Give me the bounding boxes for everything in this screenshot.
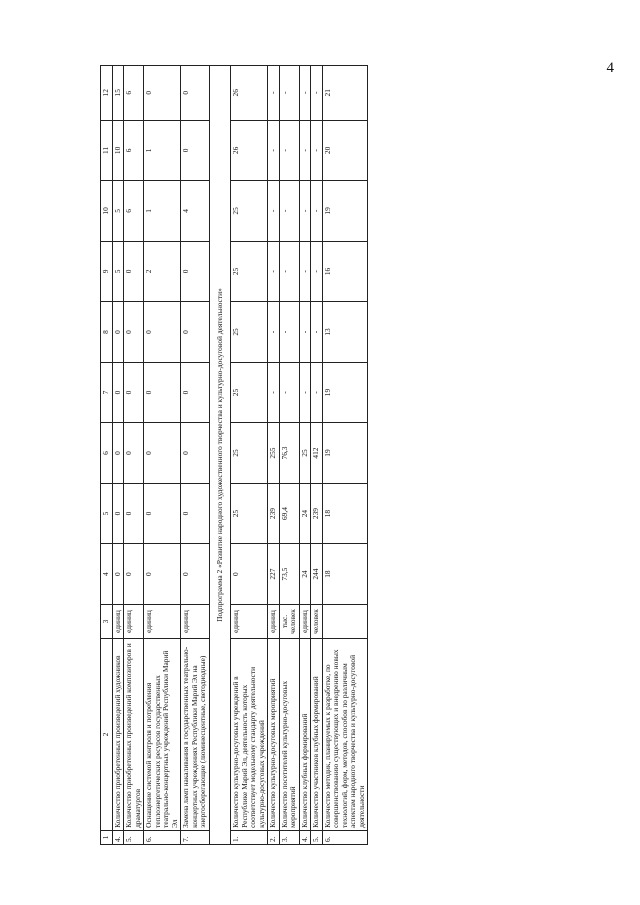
- value-cell: -: [279, 66, 299, 121]
- value-cell: -: [311, 66, 323, 121]
- value-cell: 4: [181, 181, 210, 242]
- value-cell: -: [299, 241, 311, 302]
- value-cell: -: [268, 302, 280, 363]
- value-cell: 6: [124, 181, 144, 242]
- value-cell: -: [279, 120, 299, 181]
- value-cell: 0: [112, 544, 124, 605]
- row-number-cell: 6.: [144, 830, 181, 844]
- indicator-name-cell: Количество участников клубных формирований: [311, 639, 323, 831]
- column-header: 7: [101, 362, 113, 423]
- value-cell: -: [268, 66, 280, 121]
- value-cell: 227: [268, 544, 280, 605]
- value-cell: -: [299, 362, 311, 423]
- value-cell: 24: [299, 483, 311, 544]
- indicator-name-cell: Количество приобретенных произведений художников: [112, 639, 124, 831]
- row-number-cell: 1.: [231, 830, 268, 844]
- value-cell: 5: [112, 241, 124, 302]
- column-header: 9: [101, 241, 113, 302]
- table-row: [279, 66, 299, 845]
- value-cell: 0: [181, 544, 210, 605]
- value-cell: -: [279, 362, 299, 423]
- value-cell: 19: [322, 181, 368, 242]
- row-number-cell: 7.: [181, 830, 210, 844]
- row-number-cell: 5.: [124, 830, 144, 844]
- table-row: [124, 66, 144, 845]
- value-cell: -: [311, 241, 323, 302]
- value-cell: 1: [144, 181, 181, 242]
- value-cell: 0: [181, 302, 210, 363]
- value-cell: 15: [112, 66, 124, 121]
- value-cell: 0: [124, 241, 144, 302]
- value-cell: -: [311, 181, 323, 242]
- value-cell: 255: [268, 423, 280, 484]
- row-number-cell: 2.: [268, 830, 280, 844]
- value-cell: 2: [144, 241, 181, 302]
- value-cell: 0: [124, 362, 144, 423]
- value-cell: 18: [322, 544, 368, 605]
- value-cell: 0: [144, 66, 181, 121]
- value-cell: 0: [124, 544, 144, 605]
- value-cell: 0: [144, 483, 181, 544]
- value-cell: 0: [144, 544, 181, 605]
- value-cell: 0: [181, 66, 210, 121]
- row-number-cell: 4.: [299, 830, 311, 844]
- value-cell: 6: [124, 120, 144, 181]
- value-cell: -: [311, 120, 323, 181]
- indicator-name-cell: Количество методик, планируемых к разработке, по совершенствованию существующих и внедрению новых технологий, форм, методов, способов по различным аспектам народного творчества и культурно-досуговой деятельности: [322, 639, 368, 831]
- row-number-cell: 3.: [279, 830, 299, 844]
- row-number-cell: 5.: [311, 830, 323, 844]
- value-cell: 18: [322, 483, 368, 544]
- value-cell: 6: [124, 66, 144, 121]
- table-row: [322, 66, 368, 845]
- value-cell: 0: [181, 120, 210, 181]
- value-cell: 73,5: [279, 544, 299, 605]
- value-cell: -: [268, 362, 280, 423]
- column-header: 5: [101, 483, 113, 544]
- table-row: [311, 66, 323, 845]
- value-cell: -: [311, 302, 323, 363]
- indicators-table: [100, 65, 368, 845]
- unit-cell: единиц: [268, 604, 280, 638]
- column-header: 10: [101, 181, 113, 242]
- value-cell: 0: [181, 423, 210, 484]
- value-cell: 0: [144, 362, 181, 423]
- value-cell: 0: [181, 362, 210, 423]
- value-cell: 26: [231, 66, 268, 121]
- value-cell: 0: [231, 544, 268, 605]
- value-cell: 25: [231, 302, 268, 363]
- value-cell: -: [279, 241, 299, 302]
- value-cell: 0: [112, 362, 124, 423]
- column-header: 11: [101, 120, 113, 181]
- row-number-cell: 6.: [322, 830, 368, 844]
- unit-cell: [322, 604, 368, 638]
- value-cell: 26: [231, 120, 268, 181]
- value-cell: 25: [231, 423, 268, 484]
- value-cell: -: [311, 362, 323, 423]
- unit-cell: единиц: [299, 604, 311, 638]
- rotated-table-container: [100, 65, 540, 845]
- unit-cell: единиц: [181, 604, 210, 638]
- value-cell: -: [279, 181, 299, 242]
- value-cell: -: [268, 181, 280, 242]
- value-cell: -: [268, 120, 280, 181]
- column-header: 6: [101, 423, 113, 484]
- table-row: [181, 66, 210, 845]
- table-header-row: [101, 66, 113, 845]
- value-cell: 24: [299, 544, 311, 605]
- value-cell: -: [299, 181, 311, 242]
- indicator-name-cell: Оснащение системой контроля и потребления теплоэнергетических ресурсов государственных театрально-концертных учреждений Республики Марий Эл: [144, 639, 181, 831]
- value-cell: 0: [124, 423, 144, 484]
- value-cell: 16: [322, 241, 368, 302]
- value-cell: -: [299, 302, 311, 363]
- value-cell: -: [299, 120, 311, 181]
- unit-cell: человек: [311, 604, 323, 638]
- column-header: 3: [101, 604, 113, 638]
- value-cell: 0: [181, 483, 210, 544]
- value-cell: 0: [124, 483, 144, 544]
- indicator-name-cell: Количество приобретенных произведений композиторов и драматургов: [124, 639, 144, 831]
- column-header: 1: [101, 830, 113, 844]
- value-cell: 0: [144, 302, 181, 363]
- value-cell: 13: [322, 302, 368, 363]
- indicator-name-cell: Замена ламп накаливания в государственных театрально-концертных учреждениях Республики Марий Эл на энергосберегающие (люминесцентные, светодиодные): [181, 639, 210, 831]
- value-cell: 0: [144, 423, 181, 484]
- indicator-name-cell: Количество посетителей культурно-досуговых мероприятий: [279, 639, 299, 831]
- value-cell: 0: [112, 483, 124, 544]
- value-cell: 412: [311, 423, 323, 484]
- value-cell: 0: [124, 302, 144, 363]
- value-cell: 25: [231, 241, 268, 302]
- value-cell: 244: [311, 544, 323, 605]
- table-row: [112, 66, 124, 845]
- value-cell: 19: [322, 362, 368, 423]
- value-cell: 0: [181, 241, 210, 302]
- row-number-cell: 4.: [112, 830, 124, 844]
- value-cell: -: [279, 302, 299, 363]
- value-cell: 1: [144, 120, 181, 181]
- value-cell: 25: [299, 423, 311, 484]
- unit-cell: тыс. человек: [279, 604, 299, 638]
- table-row: [268, 66, 280, 845]
- column-header: 12: [101, 66, 113, 121]
- value-cell: 0: [112, 302, 124, 363]
- value-cell: 76,3: [279, 423, 299, 484]
- value-cell: 25: [231, 483, 268, 544]
- value-cell: 10: [112, 120, 124, 181]
- column-header: 2: [101, 639, 113, 831]
- unit-cell: единиц: [144, 604, 181, 638]
- table-row: [231, 66, 268, 845]
- value-cell: 25: [231, 181, 268, 242]
- value-cell: 69,4: [279, 483, 299, 544]
- value-cell: 20: [322, 120, 368, 181]
- value-cell: 0: [112, 423, 124, 484]
- column-header: 4: [101, 544, 113, 605]
- unit-cell: единиц: [124, 604, 144, 638]
- column-header: 8: [101, 302, 113, 363]
- unit-cell: единиц: [231, 604, 268, 638]
- subprogram-title: Подпрограмма 2 «Развитие народного художественного творчества и культурно-досуговой деятельности»: [209, 66, 231, 845]
- subprogram-row: [209, 66, 231, 845]
- value-cell: 21: [322, 66, 368, 121]
- table-row: [299, 66, 311, 845]
- value-cell: -: [268, 241, 280, 302]
- indicator-name-cell: Количество клубных формирований: [299, 639, 311, 831]
- value-cell: -: [299, 66, 311, 121]
- value-cell: 25: [231, 362, 268, 423]
- page-number: 4: [606, 60, 614, 76]
- indicator-name-cell: Количество культурно-досуговых мероприятий: [268, 639, 280, 831]
- indicator-name-cell: Количество культурно-досуговых учреждений в Республике Марий Эл, деятельность которых соответствует модельному стандарту деятельности культурно-досуговых учреждений: [231, 639, 268, 831]
- value-cell: 19: [322, 423, 368, 484]
- table-row: [144, 66, 181, 845]
- value-cell: 239: [268, 483, 280, 544]
- unit-cell: единиц: [112, 604, 124, 638]
- value-cell: 239: [311, 483, 323, 544]
- value-cell: 5: [112, 181, 124, 242]
